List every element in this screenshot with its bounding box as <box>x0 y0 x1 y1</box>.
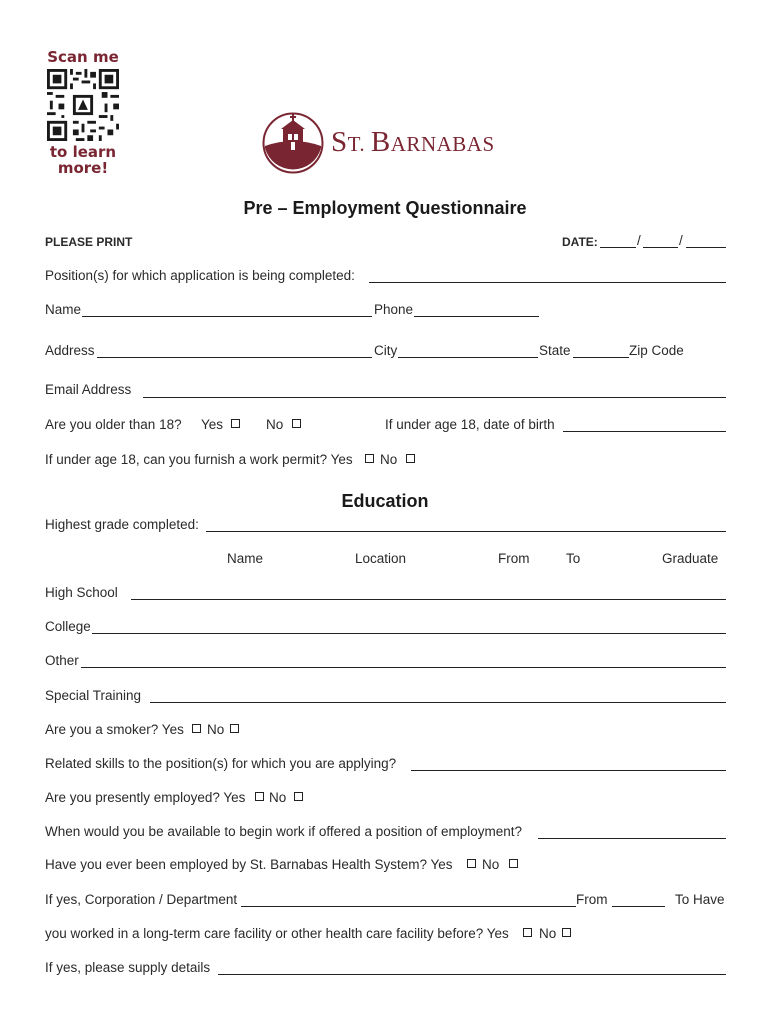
employed-sb-no-checkbox[interactable] <box>509 859 518 868</box>
edu-col-graduate: Graduate <box>662 551 719 566</box>
older18-label: Are you older than 18? <box>45 417 182 432</box>
smoker-yes-checkbox[interactable] <box>192 724 201 733</box>
skills-field[interactable] <box>411 770 726 771</box>
edu-col-name: Name <box>227 551 264 566</box>
city-label: City <box>374 343 398 358</box>
edu-col-location: Location <box>355 551 407 566</box>
qr-block <box>40 47 126 177</box>
corp-dept-label: If yes, Corporation / Department <box>45 892 238 907</box>
older18-yes-checkbox[interactable] <box>231 419 240 428</box>
positions-label: Position(s) for which application is being completed: <box>45 268 355 283</box>
name-field[interactable] <box>82 316 372 317</box>
ltc-no-checkbox[interactable] <box>562 928 571 937</box>
smoker-label: Are you a smoker? Yes <box>45 722 184 737</box>
name-label: Name <box>45 302 82 317</box>
employed-label: Are you presently employed? Yes <box>45 790 246 805</box>
available-label: When would you be available to begin work if offered a position of employment? <box>45 824 523 839</box>
church-emblem-icon <box>262 112 324 174</box>
work-permit-no-label: No <box>380 452 398 467</box>
logo-text-2: ARNABAS <box>390 132 495 156</box>
special-training-field[interactable] <box>150 702 726 703</box>
work-permit-no-checkbox[interactable] <box>406 454 415 463</box>
employed-yes-checkbox[interactable] <box>255 792 264 801</box>
please-print-label: PLEASE PRINT <box>45 235 133 249</box>
page-title: Pre – Employment Questionnaire <box>243 198 527 218</box>
qr-code-icon[interactable] <box>47 69 119 141</box>
corp-dept-field[interactable] <box>241 906 576 907</box>
qr-label-line-1: to learn <box>49 143 117 161</box>
zip-label: Zip Code <box>629 343 684 358</box>
smoker-no-label: No <box>207 722 225 737</box>
college-field[interactable] <box>92 633 726 634</box>
edu-col-from: From <box>498 551 530 566</box>
logo-letter-s: S <box>331 126 348 158</box>
state-field[interactable] <box>573 357 629 358</box>
state-label: State <box>539 343 571 358</box>
phone-field[interactable] <box>414 316 539 317</box>
ltc-label: you worked in a long-term care facility or other health care facility before? Yes <box>45 926 509 941</box>
edu-row-college: College <box>45 619 91 634</box>
logo-text-1: T. <box>347 132 371 156</box>
employed-sb-no-label: No <box>482 857 500 872</box>
older18-no-checkbox[interactable] <box>292 419 301 428</box>
date-sep-2: / <box>679 233 683 248</box>
date-label: DATE: <box>562 235 598 249</box>
logo <box>262 112 512 176</box>
date-year-field[interactable] <box>686 247 726 248</box>
older18-no-label: No <box>266 417 284 432</box>
logo-letter-b: B <box>370 126 391 158</box>
date-day-field[interactable] <box>643 247 678 248</box>
other-field[interactable] <box>81 667 726 668</box>
phone-label: Phone <box>374 302 414 317</box>
work-permit-label: If under age 18, can you furnish a work permit? Yes <box>45 452 353 467</box>
edu-col-to: To <box>566 551 581 566</box>
corp-from-label: From <box>576 892 608 907</box>
ltc-yes-checkbox[interactable] <box>523 928 532 937</box>
supply-details-label: If yes, please supply details <box>45 960 211 975</box>
edu-row-special-training: Special Training <box>45 688 142 703</box>
employed-sb-label: Have you ever been employed by St. Barnabas Health System? Yes <box>45 857 453 872</box>
address-field[interactable] <box>97 357 372 358</box>
dob-field[interactable] <box>563 431 726 432</box>
email-label: Email Address <box>45 382 132 397</box>
qr-label-top: Scan me <box>47 48 119 66</box>
skills-label: Related skills to the position(s) for which you are applying? <box>45 756 397 771</box>
high-school-field[interactable] <box>131 599 726 600</box>
address-label: Address <box>45 343 95 358</box>
date-sep-1: / <box>637 233 641 248</box>
edu-row-high-school: High School <box>45 585 118 600</box>
employed-sb-yes-checkbox[interactable] <box>467 859 476 868</box>
smoker-no-checkbox[interactable] <box>230 724 239 733</box>
supply-details-field[interactable] <box>218 974 726 975</box>
employed-no-label: No <box>269 790 287 805</box>
employed-no-checkbox[interactable] <box>294 792 303 801</box>
qr-label-bottom <box>40 144 126 176</box>
edu-row-other: Other <box>45 653 79 668</box>
highest-grade-label: Highest grade completed: <box>45 517 199 532</box>
highest-grade-field[interactable] <box>206 531 726 532</box>
date-month-field[interactable] <box>600 247 636 248</box>
qr-label-line-2: more! <box>57 159 109 177</box>
available-field[interactable] <box>538 838 726 839</box>
dob-label: If under age 18, date of birth <box>385 417 555 432</box>
logo-wordmark <box>331 126 495 159</box>
ltc-no-label: No <box>539 926 557 941</box>
city-field[interactable] <box>398 357 538 358</box>
work-permit-yes-checkbox[interactable] <box>365 454 374 463</box>
corp-from-field[interactable] <box>612 906 665 907</box>
positions-field[interactable] <box>369 282 726 283</box>
older18-yes-label: Yes <box>201 417 224 432</box>
email-field[interactable] <box>143 397 726 398</box>
corp-to-have-label: To Have <box>675 892 725 907</box>
education-heading: Education <box>341 491 429 511</box>
